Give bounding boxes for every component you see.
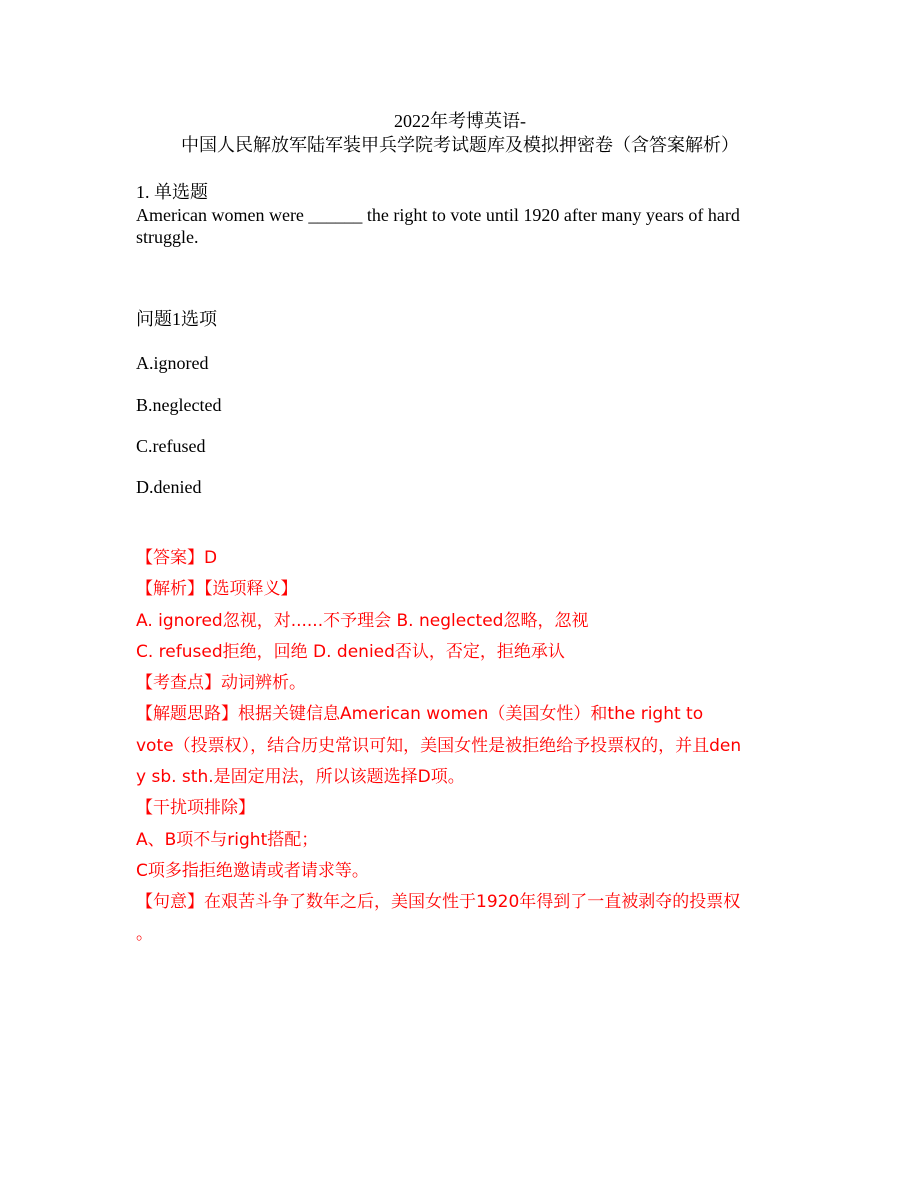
- question-type: 1. 单选题: [136, 182, 208, 202]
- option-c: C.refused: [136, 436, 206, 456]
- reasoning-line: 【解题思路】根据关键信息American women（美国女性）和the right to: [136, 704, 704, 725]
- translation-line: 【句意】在艰苦斗争了数年之后，美国女性于1920年得到了一直被剥夺的投票权: [136, 892, 741, 913]
- option-gloss-line: A. ignored忽视，对......不予理会 B. neglected忽略，忽视: [136, 610, 589, 631]
- answer-analysis: [136, 543, 786, 950]
- question-stem: American women were ______ the right to vote until 1920 after many years of hard struggle.: [136, 205, 740, 247]
- reasoning-line: y sb. sth.是固定用法，所以该题选择D项。: [136, 767, 465, 788]
- document-title-line-1: 2022年考博英语-: [394, 111, 526, 131]
- analysis-heading: 【解析】【选项释义】: [136, 579, 298, 600]
- answer-line: 【答案】D: [136, 548, 218, 568]
- distractor-line: C项多指拒绝邀请或者请求等。: [136, 860, 369, 881]
- option-gloss-line: C. refused拒绝，回绝 D. denied否认，否定，拒绝承认: [136, 641, 565, 662]
- distractor-line: A、B项不与right搭配；: [136, 829, 319, 850]
- test-point-line: 【考查点】动词辨析。: [136, 673, 306, 694]
- option-d: D.denied: [136, 477, 202, 497]
- options-label: 问题1选项: [136, 309, 217, 329]
- distractor-heading: 【干扰项排除】: [136, 798, 255, 819]
- document-title-line-2: 中国人民解放军陆军装甲兵学院考试题库及模拟押密卷（含答案解析）: [181, 135, 739, 155]
- translation-line: 。: [136, 923, 153, 944]
- reasoning-line: vote（投票权），结合历史常识可知，美国女性是被拒绝给予投票权的，并且den: [136, 735, 742, 756]
- option-b: B.neglected: [136, 395, 222, 415]
- option-a: A.ignored: [136, 353, 209, 373]
